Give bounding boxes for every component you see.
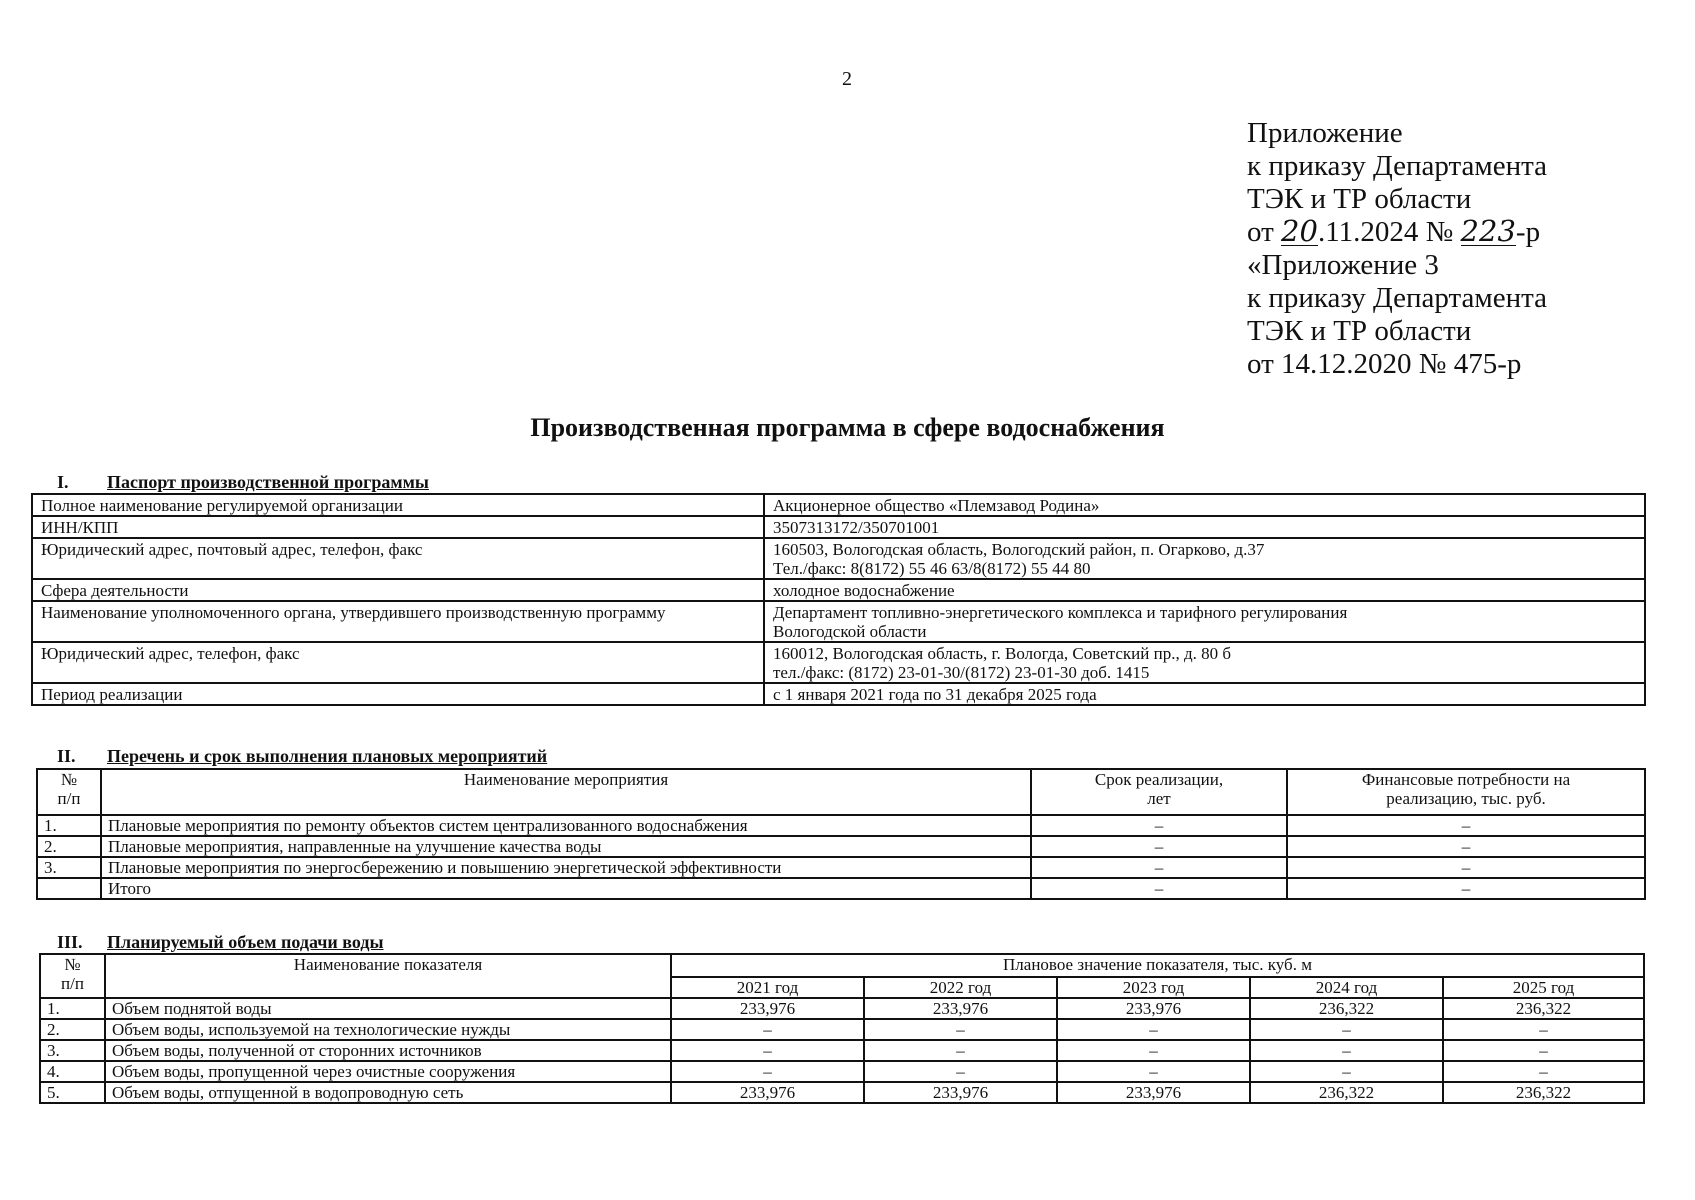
measure-term: – — [1031, 878, 1287, 899]
col-header-term: Срок реализации, лет — [1031, 769, 1287, 815]
volume-num: 3. — [40, 1040, 105, 1061]
measure-term: – — [1031, 836, 1287, 857]
volume-value: – — [1057, 1061, 1250, 1082]
handwritten-day: 20 — [1281, 214, 1318, 248]
appendix-line: «Приложение 3 — [1247, 249, 1439, 281]
volume-value: 236,322 — [1443, 1082, 1644, 1103]
appendix-line: к приказу Департамента — [1247, 282, 1548, 314]
volume-value: – — [864, 1040, 1057, 1061]
col-header-num: № п/п — [37, 769, 101, 815]
page-number: 2 — [842, 68, 852, 90]
measure-name: Плановые мероприятия по ремонту объектов систем централизованного водоснабжения — [101, 815, 1031, 836]
section-1-heading — [57, 472, 429, 493]
passport-label — [32, 516, 764, 538]
measure-num — [37, 878, 101, 899]
measure-num: 1. — [37, 815, 101, 836]
volume-name: Объем воды, пропущенной через очистные сооружения — [105, 1061, 671, 1082]
passport-label-text: Сфера деятельности — [41, 581, 189, 600]
passport-label-text: Наименование уполномоченного органа, утвердившего производственную программу — [41, 603, 666, 622]
measure-row — [37, 836, 1645, 857]
volume-value: – — [1250, 1061, 1443, 1082]
appendix-line: от 14.12.2020 № 475-р — [1247, 348, 1522, 380]
volume-value: – — [671, 1040, 864, 1061]
passport-row — [32, 579, 1645, 601]
passport-row — [32, 538, 1645, 579]
section-number: I. — [57, 472, 69, 492]
passport-value-line: Акционерное общество «Племзавод Родина» — [773, 496, 1100, 515]
appendix-line: ТЭК и ТР области — [1247, 183, 1472, 215]
volume-value: – — [671, 1061, 864, 1082]
section-title: Планируемый объем подачи воды — [107, 932, 384, 952]
appendix-header — [1247, 117, 1547, 381]
passport-value — [764, 538, 1645, 579]
measure-num: 2. — [37, 836, 101, 857]
document-title: Производственная программа в сфере водоснабжения — [530, 413, 1165, 442]
passport-row — [32, 601, 1645, 642]
passport-value — [764, 579, 1645, 601]
passport-label — [32, 683, 764, 705]
passport-value-line: тел./факс: (8172) 23-01-30/(8172) 23-01-30 доб. 1415 — [773, 663, 1150, 682]
volume-num: 1. — [40, 998, 105, 1019]
volume-name: Объем воды, отпущенной в водопроводную сеть — [105, 1082, 671, 1103]
volume-row — [40, 1040, 1644, 1061]
passport-label — [32, 642, 764, 683]
measure-name: Плановые мероприятия по энергосбережению и повышению энергетической эффективности — [101, 857, 1031, 878]
order-suffix: -р — [1515, 216, 1541, 248]
volume-row — [40, 998, 1644, 1019]
volume-value: 236,322 — [1443, 998, 1644, 1019]
year-header: 2023 год — [1057, 977, 1250, 998]
volume-value: – — [1443, 1019, 1644, 1040]
measure-row — [37, 857, 1645, 878]
passport-value — [764, 516, 1645, 538]
passport-label-text: Юридический адрес, почтовый адрес, телефон, факс — [41, 540, 423, 559]
section-number: II. — [57, 746, 76, 766]
volume-value: – — [1057, 1040, 1250, 1061]
passport-value-line: 160503, Вологодская область, Вологодский район, п. Огарково, д.37 — [773, 540, 1265, 559]
passport-value-line: 160012, Вологодская область, г. Вологда, Советский пр., д. 80 б — [773, 644, 1232, 663]
passport-row — [32, 642, 1645, 683]
measure-row — [37, 878, 1645, 899]
year-header: 2022 год — [864, 977, 1057, 998]
volume-num: 4. — [40, 1061, 105, 1082]
volume-value: 233,976 — [864, 998, 1057, 1019]
measure-finance: – — [1287, 815, 1645, 836]
volume-row — [40, 1019, 1644, 1040]
passport-label — [32, 494, 764, 516]
volume-num: 2. — [40, 1019, 105, 1040]
section-3-heading — [57, 932, 384, 953]
passport-value-line: холодное водоснабжение — [773, 581, 955, 600]
year-header: 2024 год — [1250, 977, 1443, 998]
appendix-line: ТЭК и ТР области — [1247, 315, 1472, 347]
volume-value: 236,322 — [1250, 998, 1443, 1019]
measures-table — [36, 768, 1646, 900]
volume-value: 233,976 — [1057, 1082, 1250, 1103]
measure-finance: – — [1287, 878, 1645, 899]
volume-value: 233,976 — [671, 998, 864, 1019]
volume-value: – — [864, 1061, 1057, 1082]
passport-value-line: 3507313172/350701001 — [773, 518, 940, 537]
volume-value: 233,976 — [671, 1082, 864, 1103]
col-header-group: Плановое значение показателя, тыс. куб. м — [671, 954, 1644, 977]
volume-value: – — [1250, 1019, 1443, 1040]
measure-term: – — [1031, 857, 1287, 878]
passport-label-text: Юридический адрес, телефон, факс — [41, 644, 300, 663]
volume-value: 233,976 — [1057, 998, 1250, 1019]
passport-row — [32, 516, 1645, 538]
passport-value-line: Вологодской области — [773, 622, 927, 641]
passport-value-line: Департамент топливно-энергетического комплекса и тарифного регулирования — [773, 603, 1348, 622]
volume-row — [40, 1061, 1644, 1082]
volume-name: Объем поднятой воды — [105, 998, 671, 1019]
passport-label — [32, 579, 764, 601]
passport-label — [32, 601, 764, 642]
col-header-name: Наименование показателя — [105, 954, 671, 998]
section-title: Паспорт производственной программы — [107, 472, 429, 492]
measure-term: – — [1031, 815, 1287, 836]
measure-num: 3. — [37, 857, 101, 878]
volume-value: 233,976 — [864, 1082, 1057, 1103]
volume-num: 5. — [40, 1082, 105, 1103]
passport-value — [764, 494, 1645, 516]
section-number: III. — [57, 932, 83, 952]
section-title: Перечень и срок выполнения плановых мероприятий — [107, 746, 548, 766]
measure-name: Итого — [101, 878, 1031, 899]
measure-finance: – — [1287, 836, 1645, 857]
year-header: 2025 год — [1443, 977, 1644, 998]
section-2-heading — [57, 746, 547, 767]
volume-value: – — [1443, 1061, 1644, 1082]
passport-label — [32, 538, 764, 579]
col-header-finance: Финансовые потребности на реализацию, тыс. руб. — [1287, 769, 1645, 815]
passport-row — [32, 494, 1645, 516]
volume-value: 236,322 — [1250, 1082, 1443, 1103]
measure-row — [37, 815, 1645, 836]
volume-name: Объем воды, используемой на технологические нужды — [105, 1019, 671, 1040]
appendix-line: к приказу Департамента — [1247, 150, 1548, 182]
col-header-num: № п/п — [40, 954, 105, 998]
volume-value: – — [1057, 1019, 1250, 1040]
measure-name: Плановые мероприятия, направленные на улучшение качества воды — [101, 836, 1031, 857]
handwritten-order-number: 223 — [1460, 214, 1516, 248]
order-date-prefix: от — [1247, 216, 1282, 248]
passport-table — [31, 493, 1646, 706]
appendix-line: Приложение — [1247, 117, 1403, 149]
volume-name: Объем воды, полученной от сторонних источников — [105, 1040, 671, 1061]
passport-value-line: с 1 января 2021 года по 31 декабря 2025 года — [773, 685, 1097, 704]
passport-label-text: Полное наименование регулируемой организации — [41, 496, 403, 515]
volume-value: – — [1250, 1040, 1443, 1061]
volume-value: – — [1443, 1040, 1644, 1061]
volume-value: – — [864, 1019, 1057, 1040]
order-date-mid: .11.2024 № — [1317, 216, 1461, 248]
water-volume-table — [39, 953, 1645, 1104]
volume-value: – — [671, 1019, 864, 1040]
passport-label-text: ИНН/КПП — [41, 518, 119, 537]
passport-row — [32, 683, 1645, 705]
passport-value — [764, 683, 1645, 705]
order-date-line — [1247, 216, 1547, 249]
measure-finance: – — [1287, 857, 1645, 878]
year-header: 2021 год — [671, 977, 864, 998]
passport-value-line: Тел./факс: 8(8172) 55 46 63/8(8172) 55 44 80 — [773, 559, 1091, 578]
passport-value — [764, 642, 1645, 683]
volume-row — [40, 1082, 1644, 1103]
col-header-name: Наименование мероприятия — [101, 769, 1031, 815]
passport-label-text: Период реализации — [41, 685, 183, 704]
passport-value — [764, 601, 1645, 642]
